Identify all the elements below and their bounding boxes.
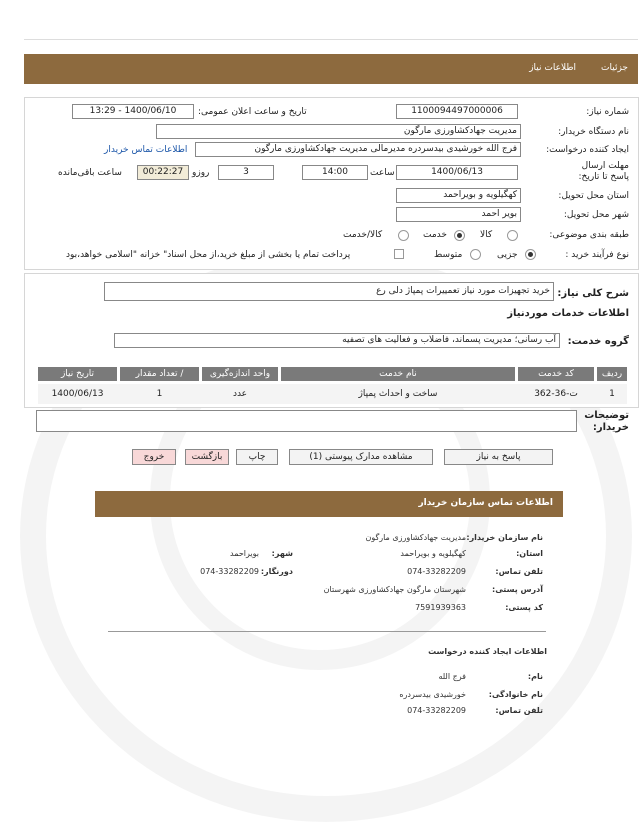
remaining-time-field: 00:22:27 — [137, 165, 189, 180]
requester-family-label: نام خانوادگی: — [488, 690, 543, 699]
contact-org-label: نام سازمان خریدار: — [466, 533, 543, 542]
city-label: شهر محل تحویل: — [563, 210, 629, 220]
th-service-code: کد خدمت — [518, 367, 594, 381]
proc-partial-radio[interactable] — [525, 249, 536, 260]
requester-name-label: نام: — [527, 672, 543, 681]
days-label: روزو — [192, 168, 210, 178]
requester-info-title: اطلاعات ایجاد کننده درخواست — [428, 647, 547, 656]
th-quantity: / تعداد مقدار — [120, 367, 199, 381]
page-header — [24, 54, 638, 84]
days-field: 3 — [218, 165, 274, 180]
cat-goods-label: کالا — [480, 230, 493, 240]
services-section-title: اطلاعات خدمات موردنیاز — [507, 308, 629, 319]
proc-partial-label: جزیی — [497, 250, 518, 260]
buyer-org-field: مدیریت جهادکشاورزی مارگون — [156, 124, 521, 139]
contact-org: مدیریت جهادکشاورزی مارگون — [365, 533, 466, 542]
exit-button[interactable]: خروج — [132, 449, 176, 465]
announce-field: 1400/06/10 - 13:29 — [72, 104, 194, 119]
th-need-date: تاریخ نیاز — [38, 367, 117, 381]
contact-fax: 074-33282209 — [200, 567, 259, 576]
buyer-org-label: نام دستگاه خریدار: — [558, 127, 629, 137]
contact-address: شهرستان مارگون جهادکشاورزی شهرستان — [323, 585, 466, 594]
cat-service-radio[interactable] — [454, 230, 465, 241]
buyer-notes-label: توضیحات خریدار: — [584, 410, 629, 433]
payment-note: پرداخت تمام یا بخشی از مبلغ خرید،از محل اسناد" خزانه "اسلامی خواهد،بود — [66, 250, 351, 260]
summary-field: خرید تجهیزات مورد نیاز تعمییرات پمپاژ دلی رع — [104, 282, 554, 301]
buyer-contact-link[interactable]: اطلاعات تماس خریدار — [104, 145, 188, 155]
back-button[interactable]: بازگشت — [185, 449, 229, 465]
th-unit: واحد اندازه‌گیری — [202, 367, 278, 381]
contact-postal: 7591939363 — [415, 603, 466, 612]
contact-phone-label: تلفن تماس: — [495, 567, 543, 576]
reply-button[interactable]: پاسخ به نیاز — [444, 449, 553, 465]
tab-details[interactable]: جزئیات — [601, 63, 628, 73]
service-group-field: آب رسانی؛ مدیریت پسماند، فاضلاب و فعالیت های تصفیه — [114, 333, 560, 348]
requester-name: فرج الله — [438, 672, 466, 681]
cell-quantity: 1 — [156, 389, 163, 399]
contact-city: بویراحمد — [230, 549, 259, 558]
tab-need-info[interactable]: اطلاعات نیاز — [529, 63, 576, 73]
contact-province-label: استان: — [516, 549, 543, 558]
deadline-time-field: 14:00 — [302, 165, 368, 180]
summary-label: شرح کلی نیاز: — [557, 288, 629, 299]
th-row: ردیف — [597, 367, 627, 381]
cell-need-date: 1400/06/13 — [51, 389, 104, 399]
requester-phone: 074-33282209 — [407, 706, 466, 715]
service-group-label: گروه خدمت: — [567, 336, 629, 347]
attachments-button[interactable]: مشاهده مدارک پیوستی (1) — [289, 449, 433, 465]
city-field: بویر احمد — [396, 207, 521, 222]
contact-divider — [108, 631, 546, 632]
deadline-date-field: 1400/06/13 — [396, 165, 518, 180]
requester-family: خورشیدی بیدسردره — [399, 690, 466, 699]
contact-header — [95, 491, 563, 517]
requester-label: ایجاد کننده درخواست: — [546, 145, 629, 155]
category-label: طبقه بندی موضوعی: — [549, 230, 629, 240]
proc-medium-radio[interactable] — [470, 249, 481, 260]
buyer-notes-field — [36, 410, 577, 432]
process-label: نوع فرآیند خرید : — [565, 250, 629, 260]
requester-phone-label: تلفن تماس: — [495, 706, 543, 715]
contact-postal-label: کد پستی: — [505, 603, 543, 612]
requester-field: فرج الله خورشیدی بیدسردره مدیرمالی مدیریت جهادکشاورزی مارگون — [195, 142, 521, 157]
contact-province: کهگیلویه و بویراحمد — [400, 549, 466, 558]
cell-unit: عدد — [232, 389, 248, 399]
cat-goods-service-radio[interactable] — [398, 230, 409, 241]
contact-city-label: شهر: — [271, 549, 293, 558]
print-button[interactable]: چاپ — [236, 449, 278, 465]
cell-service-code: ت-36-362 — [534, 389, 578, 399]
cat-service-label: خدمت — [423, 230, 447, 240]
contact-title: اطلاعات تماس سازمان خریدار — [418, 498, 553, 508]
need-number-field: 1100094497000006 — [396, 104, 518, 119]
time-label: ساعت — [370, 168, 395, 178]
cell-service-name: ساخت و احداث پمپاژ — [358, 389, 438, 399]
announce-label: تاریخ و ساعت اعلان عمومی: — [198, 107, 307, 117]
th-service-name: نام خدمت — [281, 367, 515, 381]
remaining-label: ساعت باقی‌مانده — [58, 168, 122, 178]
cell-row: 1 — [609, 389, 615, 399]
contact-address-label: آدرس پستی: — [492, 585, 543, 594]
need-info-panel — [24, 97, 639, 270]
treasury-checkbox[interactable] — [394, 249, 404, 259]
deadline-label: مهلت ارسال پاسخ تا تاریخ: — [578, 161, 629, 182]
need-number-label: شماره نیاز: — [586, 107, 629, 117]
cat-goods-radio[interactable] — [507, 230, 518, 241]
contact-fax-label: دورنگار: — [260, 567, 293, 576]
province-label: استان محل تحویل: — [558, 191, 629, 201]
top-divider — [24, 39, 638, 40]
proc-medium-label: متوسط — [434, 250, 463, 260]
cat-goods-service-label: کالا/خدمت — [343, 230, 383, 240]
province-field: کهگیلویه و بویراحمد — [396, 188, 521, 203]
contact-phone: 074-33282209 — [407, 567, 466, 576]
